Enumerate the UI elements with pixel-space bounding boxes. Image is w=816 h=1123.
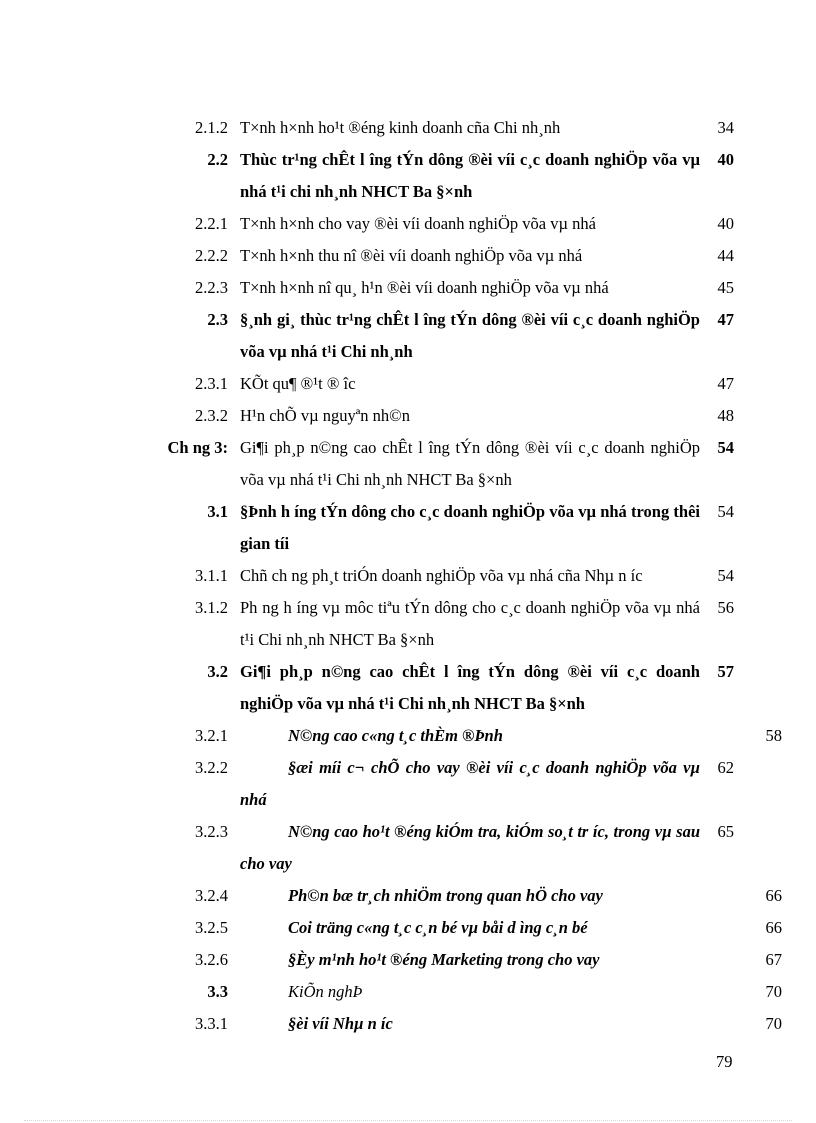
toc-page-number: 67 xyxy=(765,950,782,969)
toc-number: 3.2.3 xyxy=(195,822,228,841)
toc-title: T×nh h×nh thu nî ®èi víi doanh nghiÖp võa vµ nhá xyxy=(240,246,583,265)
toc-number: 3.2.6 xyxy=(195,950,228,969)
toc-number: 3.2.2 xyxy=(195,758,228,777)
toc-entry-2-3 xyxy=(150,304,740,368)
toc-number: 3.2.5 xyxy=(195,918,228,937)
toc-entry-3-2 xyxy=(150,656,740,720)
toc-title: §¸nh gi¸ thùc tr¹ng chÊt l îng tÝn dông ®èi víi c¸c doanh nghiÖp võa vµ nhá t¹i Chi nh¸nh xyxy=(240,310,700,361)
toc-title: Coi träng c«ng t¸c c¸n bé vµ båi d ìng c¸n bé xyxy=(288,918,588,937)
toc-entry-3-3-1 xyxy=(150,1008,782,1040)
toc-entry-3-2-1 xyxy=(150,720,782,752)
toc-entry-3-2-4 xyxy=(150,880,782,912)
toc-entry-2-1-2 xyxy=(150,112,740,144)
toc-number: 2.2.3 xyxy=(195,278,228,297)
toc-entry-2-2 xyxy=(150,144,740,208)
toc-page-number: 70 xyxy=(765,1014,782,1033)
toc-number: 3.3 xyxy=(207,982,228,1001)
toc-page-number: 56 xyxy=(717,598,734,617)
toc-number: 2.2.1 xyxy=(195,214,228,233)
toc-title: §æi míi c¬ chÕ cho vay ®èi víi c¸c doanh nghiÖp võa vµ nhá xyxy=(240,758,700,809)
toc-title: §Èy m¹nh ho¹t ®éng Marketing trong cho vay xyxy=(288,950,600,969)
toc-entry-3-3 xyxy=(150,976,782,1008)
toc-entry-2-2-2 xyxy=(150,240,740,272)
table-of-contents xyxy=(150,112,782,1040)
toc-page-number: 66 xyxy=(765,886,782,905)
toc-page-number: 66 xyxy=(765,918,782,937)
toc-page-number: 40 xyxy=(717,214,734,233)
toc-title: Ph©n bæ tr¸ch nhiÖm trong quan hÖ cho vay xyxy=(288,886,603,905)
toc-number: 3.3.1 xyxy=(195,1014,228,1033)
toc-page-number: 57 xyxy=(717,662,734,681)
toc-title: Gi¶i ph¸p n©ng cao chÊt l îng tÝn dông ®èi víi c¸c doanh nghiÖp võa vµ nhá t¹i Chi nh¸nh NHCT Ba §×nh xyxy=(240,662,700,713)
toc-number: 2.1.2 xyxy=(195,118,228,137)
toc-number: 3.2 xyxy=(207,662,228,681)
toc-entry-3-1-1 xyxy=(150,560,740,592)
toc-page-number: 44 xyxy=(717,246,734,265)
toc-page-number: 47 xyxy=(717,310,734,329)
toc-title: Ph ng h íng vµ môc tiªu tÝn dông cho c¸c doanh nghiÖp võa vµ nhá t¹i Chi nh¸nh NHCT Ba §×nh xyxy=(240,598,700,649)
toc-entry-3-2-6 xyxy=(150,944,782,976)
toc-entry-chapter-3 xyxy=(150,432,740,496)
page-bottom-divider xyxy=(24,1120,792,1121)
toc-page-number: 45 xyxy=(717,278,734,297)
toc-page-number: 58 xyxy=(765,726,782,745)
toc-title: T×nh h×nh nî qu¸ h¹n ®èi víi doanh nghiÖp võa vµ nhá xyxy=(240,278,609,297)
toc-title: H¹n chÕ vµ nguyªn nh©n xyxy=(240,406,410,425)
toc-entry-2-3-2 xyxy=(150,400,740,432)
toc-title: Gi¶i ph¸p n©ng cao chÊt l îng tÝn dông ®èi víi c¸c doanh nghiÖp võa vµ nhá t¹i Chi nh¸nh NHCT Ba §×nh xyxy=(240,438,700,489)
toc-page-number: 34 xyxy=(717,118,734,137)
toc-entry-3-2-3 xyxy=(150,816,740,880)
toc-entry-2-2-3 xyxy=(150,272,740,304)
toc-entry-3-2-5 xyxy=(150,912,782,944)
toc-title: T×nh h×nh ho¹t ®éng kinh doanh cña Chi nh¸nh xyxy=(240,118,561,137)
toc-page-number: 54 xyxy=(717,566,734,585)
toc-page-number: 65 xyxy=(717,822,734,841)
toc-title: N©ng cao c«ng t¸c thÈm ®Þnh xyxy=(288,726,503,745)
toc-page-number: 54 xyxy=(717,502,734,521)
toc-page-number: 54 xyxy=(717,438,734,457)
toc-page-number: 48 xyxy=(717,406,734,425)
toc-entry-2-3-1 xyxy=(150,368,740,400)
toc-page-number: 40 xyxy=(717,150,734,169)
toc-number: 2.3.2 xyxy=(195,406,228,425)
toc-entry-2-2-1 xyxy=(150,208,740,240)
toc-number: 3.1.1 xyxy=(195,566,228,585)
toc-number: 3.1 xyxy=(207,502,228,521)
toc-number: 2.3 xyxy=(207,310,228,329)
toc-number: 2.2 xyxy=(207,150,228,169)
page-number: 79 xyxy=(716,1052,733,1071)
toc-number: 3.2.1 xyxy=(195,726,228,745)
toc-title: KiÕn nghÞ xyxy=(288,982,363,1001)
toc-page-number: 62 xyxy=(717,758,734,777)
toc-number: 2.2.2 xyxy=(195,246,228,265)
toc-title: T×nh h×nh cho vay ®èi víi doanh nghiÖp võa vµ nhá xyxy=(240,214,596,233)
toc-title: N©ng cao ho¹t ®éng kiÓm tra, kiÓm so¸t tr íc, trong vµ sau cho vay xyxy=(240,822,700,873)
toc-title: §èi víi Nhµ n íc xyxy=(288,1014,393,1033)
toc-entry-3-1-2 xyxy=(150,592,740,656)
toc-number: 3.1.2 xyxy=(195,598,228,617)
toc-page-number: 47 xyxy=(717,374,734,393)
toc-entry-3-2-2 xyxy=(150,752,740,816)
toc-title: Thùc tr¹ng chÊt l îng tÝn dông ®èi víi c¸c doanh nghiÖp võa vµ nhá t¹i chi nh¸nh NHCT Ba §×nh xyxy=(240,150,700,201)
toc-number: 2.3.1 xyxy=(195,374,228,393)
toc-page-number: 70 xyxy=(765,982,782,1001)
toc-entry-3-1 xyxy=(150,496,740,560)
toc-title: §Þnh h íng tÝn dông cho c¸c doanh nghiÖp võa vµ nhá trong thêi gian tíi xyxy=(240,502,700,553)
toc-title: KÕt qu¶ ®¹t ® îc xyxy=(240,374,356,393)
toc-number: 3.2.4 xyxy=(195,886,228,905)
toc-chapter-label: Ch ng 3: xyxy=(167,438,228,457)
toc-title: Chñ ch ng ph¸t triÓn doanh nghiÖp võa vµ nhá cña Nhµ n íc xyxy=(240,566,643,585)
